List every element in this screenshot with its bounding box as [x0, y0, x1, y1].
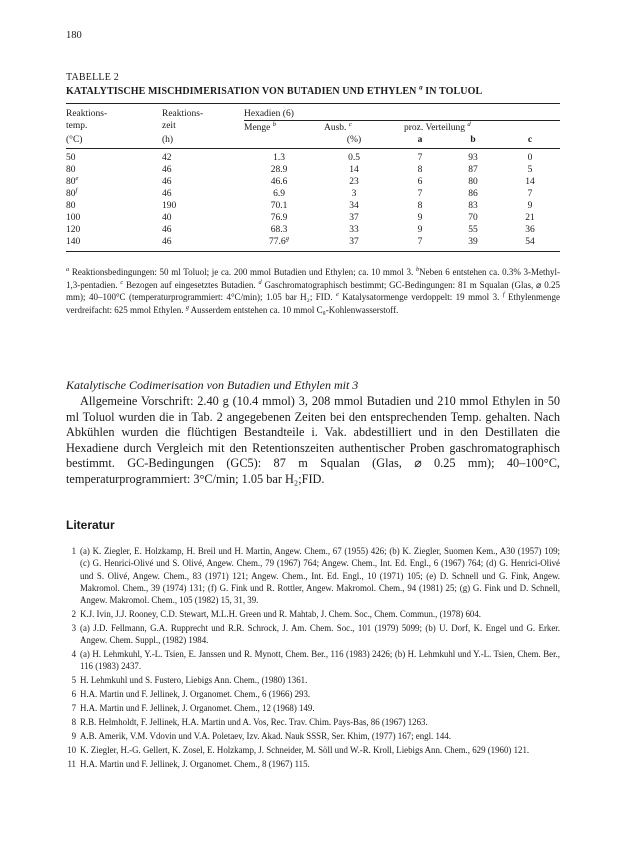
cell-c: 54	[525, 237, 535, 247]
cell-menge: 70.1	[270, 201, 288, 211]
cell-c: 0	[527, 153, 533, 163]
cell-temp-mark: f	[75, 186, 78, 194]
cell-b: 70	[468, 213, 478, 223]
reference-text: (a) H. Lehmkuhl, Y.-L. Tsien, E. Janssen und R. Mynott, Chem. Ber., 116 (1983) 2426; (b) H. Lehmkuhl und Y.-L. Tsien, Chem. Ber., 116 (1983) 2437.	[80, 649, 560, 672]
header-temp-line2: temp.	[66, 121, 88, 131]
reference-number: 7	[71, 703, 76, 714]
reference-number: 6	[71, 689, 76, 700]
reference-number: 2	[71, 609, 76, 620]
cell-c: 21	[525, 213, 535, 223]
table-title-tail: IN TOLUOL	[422, 86, 483, 97]
cell-ausb: 33	[349, 225, 359, 235]
table-label: TABELLE 2	[66, 72, 119, 83]
cell-zeit: 42	[162, 153, 172, 163]
header-ausb-text: Ausb.	[324, 123, 347, 133]
cell-b: 39	[468, 237, 478, 247]
cell-a: 9	[417, 225, 423, 235]
section-body	[66, 394, 560, 487]
cell-a: 8	[417, 165, 423, 175]
reference-item	[66, 744, 560, 756]
cell-menge: 68.3	[270, 225, 288, 235]
header-col-a: a	[417, 135, 423, 145]
reference-number: 9	[71, 730, 76, 741]
table-row	[66, 164, 560, 176]
cell-b: 86	[468, 189, 478, 199]
reference-item	[66, 702, 560, 714]
footnote-g: Ausserdem entstehen ca. 10 mmol C₈-Kohlenwasserstoff.	[190, 304, 399, 315]
cell-ausb: 3	[351, 189, 357, 199]
reference-text: (a) K. Ziegler, E. Holzkamp, H. Breil und H. Martin, Angew. Chem., 67 (1955) 426; (b) K. Ziegler, Suomen Kem., A30 (1957) 109; (c) G. Henrici-Olivé und S. Olivé, Angew. Chem., 79 (1967) 764; Angew. Chem., Int. Ed. Engl., 6 (1967) 764; (d) G. Henrici-Olivé und S. Olivé, Angew. Chem., 83 (1971) 121; Angew. Chem., Int. Ed. Engl., 10 (1971) 105; (e) D. Schnell und G. Fink, Angew. Makromol. Chem., 39 (1974) 131; (f) G. Fink und R. Rottler, Angew. Makromol. Chem., 94 (1981) 25; (g) G. Fink und D. Schnell, Angew. Makromol. Chem., 105 (1982) 15, 31, 39.	[80, 546, 560, 606]
header-zeit-line3: (h)	[162, 135, 174, 145]
table-title-footnote-mark: a	[419, 83, 423, 92]
reference-item	[66, 688, 560, 700]
reference-item	[66, 716, 560, 728]
header-col-b: b	[470, 135, 476, 145]
table-footnotes: $^a$ Reaktionsbedingungen: 50 ml Toluol; je ca. 200 mmol Butadien und Ethylen; ca. 10 mmol 3. $^b$Neben 6 entstehen ca. 0.3% 3-Methyl-1,3-pentadien. $^c$ Bezogen auf eingesetztes Butadien. $^d$ Gaschromatographisch bestimmt; GC-Bedingungen: 81 m Squalan (Glas, ⌀ 0.25 mm); 40–100°C (temperaturprogrammiert: 4°C/min); 1.05 bar H₂; FID. $^e$ Katalysatormenge verdoppelt: 19 mmol 3. $^f$ Ethylenmenge verdreifacht: 625 mmol Ethylen. $^g$ Ausserdem entstehen ca. 10 mmol C₈-Kohlenwasserstoff.	[66, 266, 561, 315]
cell-menge: 1.3	[273, 153, 285, 163]
footnote-a: Reaktionsbedingungen: 50 ml Toluol; je ca. 200 mmol Butadien und Ethylen; ca. 10 mmol 3.	[71, 267, 414, 277]
literatur-heading: Literatur	[66, 518, 115, 532]
header-temp-line1: Reaktions-	[66, 109, 108, 119]
reference-number: 5	[71, 675, 76, 686]
reference-item	[66, 608, 560, 620]
reference-item	[66, 674, 560, 686]
cell-zeit: 40	[162, 213, 172, 223]
reference-text: K.J. Ivin, J.J. Rooney, C.D. Stewart, M.L.H. Green und R. Mahtab, J. Chem. Soc., Chem. Commun., (1978) 604.	[80, 609, 481, 620]
reference-item	[66, 730, 560, 742]
reference-text: A.B. Amerik, V.M. Vdovin und V.A. Poletaev, Izv. Akad. Nauk SSSR, Ser. Khim, (1977) 167; engl. 144.	[80, 730, 452, 741]
cell-c: 36	[525, 225, 535, 235]
section-body-text: Allgemeine Vorschrift: 2.40 g (10.4 mmol) 3, 208 mmol Butadien und 210 mmol Ethylen in 50 ml Toluol wurden die in Tab. 2 angegebenen Zeiten bei den entsprechenden Temp. gehalten. Nach Abkühlen wurden die flüchtigen Bestandteile i. Vak. abdestilliert und in den Destillaten die Hexadiene durch Vergleich mit den Retentionszeiten authentischer Proben gaschromatographisch bestimmt. GC-Bedingungen (GC5): 87 m Squalan (Glas, ⌀ 0.25 mm); 40–100°C, temperaturprogrammiert: 3°C/min; 1.05 bar H₂;FID.	[66, 394, 560, 486]
cell-ausb: 37	[349, 213, 359, 223]
table-row	[66, 152, 560, 164]
cell-temp: 80	[66, 177, 76, 187]
reference-text: H. Lehmkuhl und S. Fustero, Liebigs Ann. Chem., (1980) 1361.	[80, 675, 308, 686]
cell-menge: 76.9	[270, 213, 288, 223]
reference-item	[66, 545, 560, 606]
cell-ausb: 0.5	[348, 153, 360, 163]
cell-c: 5	[527, 165, 533, 175]
cell-b: 87	[468, 165, 478, 175]
cell-a: 6	[417, 177, 423, 187]
cell-ausb: 14	[349, 165, 359, 175]
cell-temp: 80	[66, 189, 76, 199]
reference-number: 4	[71, 649, 76, 660]
reference-list	[66, 545, 560, 772]
reference-text: H.A. Martin und F. Jellinek, J. Organomet. Chem., 8 (1967) 115.	[80, 758, 310, 769]
cell-temp: 80	[66, 165, 76, 175]
reference-item	[66, 622, 560, 647]
cell-menge: 6.9	[273, 189, 285, 199]
header-temp-line3: (°C)	[66, 135, 83, 145]
reference-item	[66, 758, 560, 770]
table-title	[66, 83, 483, 97]
header-ausb-unit: (%)	[346, 135, 362, 145]
header-vert	[404, 122, 471, 134]
page-number: 180	[66, 30, 82, 41]
table-title-text: KATALYTISCHE MISCHDIMERISATION VON BUTADIEN UND ETHYLEN	[66, 86, 417, 97]
cell-menge: 46.6	[270, 177, 288, 187]
footnote-b: Neben 6 entstehen ca. 0.3% 3-Methyl-1,3-pentadien.	[66, 267, 560, 290]
header-group-rule	[244, 120, 560, 121]
cell-zeit: 46	[162, 237, 172, 247]
cell-b: 83	[468, 201, 478, 211]
header-menge-text: Menge	[244, 123, 271, 133]
table-top-rule	[66, 103, 560, 104]
section-title: Katalytische Codimerisation von Butadien und Ethylen mit 3	[66, 378, 359, 392]
table-row	[66, 212, 560, 224]
header-zeit-line1: Reaktions-	[162, 109, 204, 119]
cell-menge: 28.9	[270, 165, 288, 175]
reference-text: R.B. Helmholdt, F. Jellinek, H.A. Martin und A. Vos, Rec. Trav. Chim. Pays-Bas, 86 (1967) 1263.	[80, 717, 428, 728]
cell-zeit: 46	[162, 177, 172, 187]
cell-ausb: 37	[349, 237, 359, 247]
footnote-c: Bezogen auf eingesetztes Butadien.	[125, 279, 256, 290]
reference-number: 11	[67, 758, 76, 769]
header-zeit-line2: zeit	[162, 121, 176, 131]
header-vert-mark: d	[467, 120, 471, 128]
table-row	[66, 176, 560, 188]
cell-temp: 50	[66, 153, 76, 163]
cell-zeit: 46	[162, 165, 172, 175]
cell-b: 55	[468, 225, 478, 235]
table-row	[66, 236, 560, 248]
table-row	[66, 200, 560, 212]
cell-temp: 140	[66, 237, 81, 247]
cell-zeit: 190	[162, 201, 177, 211]
results-table	[66, 108, 560, 252]
cell-a: 9	[417, 213, 423, 223]
cell-temp: 100	[66, 213, 81, 223]
footnote-f: Ethylenmenge verdreifacht: 625 mmol Ethylen.	[66, 292, 561, 315]
cell-zeit: 46	[162, 225, 172, 235]
reference-item	[66, 648, 560, 673]
table-row	[66, 224, 560, 236]
cell-a: 7	[417, 153, 423, 163]
reference-number: 10	[67, 744, 76, 755]
cell-c: 9	[527, 201, 533, 211]
reference-number: 8	[71, 717, 76, 728]
reference-number: 1	[71, 546, 76, 556]
reference-number: 3	[71, 622, 76, 633]
reference-text: H.A. Martin und F. Jellinek, J. Organomet. Chem., 6 (1966) 293.	[80, 689, 311, 700]
footnote-d: Gaschromatographisch bestimmt; GC-Bedingungen: 81 m Squalan (Glas, ⌀ 0.25 mm); 40–100°C (temperaturprogrammiert: 4°C/min); 1.05 bar H₂; FID.	[66, 279, 561, 302]
footnote-e: Katalysatormenge verdoppelt: 19 mmol 3.	[342, 292, 500, 302]
header-ausb	[314, 122, 404, 134]
table-row	[66, 188, 560, 200]
cell-zeit: 46	[162, 189, 172, 199]
header-vert-text: proz. Verteilung	[404, 123, 466, 133]
reference-text: (a) J.D. Fellmann, G.A. Rupprecht und R.R. Schrock, J. Am. Chem. Soc., 101 (1979) 5099; (b) U. Dorf, K. Engel und G. Erker. Angew. Chem. Suppl., (1982) 1984.	[80, 622, 560, 646]
cell-temp: 80	[66, 201, 76, 211]
reference-text: K. Ziegler, H.-G. Gellert, K. Zosel, E. Holzkamp, J. Schneider, M. Söll und W.-R. Kroll, Liebigs Ann. Chem., 629 (1960) 121.	[80, 744, 530, 755]
cell-c: 14	[525, 177, 535, 187]
cell-temp: 120	[66, 225, 81, 235]
cell-a: 7	[417, 189, 423, 199]
header-ausb-mark: c	[348, 120, 352, 128]
header-col-c: c	[527, 135, 533, 145]
cell-a: 8	[417, 201, 423, 211]
cell-a: 7	[417, 237, 423, 247]
cell-menge: 77.6	[269, 237, 286, 247]
reference-text: H.A. Martin und F. Jellinek, J. Organomet. Chem., 12 (1968) 149.	[80, 703, 315, 714]
cell-b: 93	[468, 153, 478, 163]
cell-b: 80	[468, 177, 478, 187]
cell-ausb: 23	[349, 177, 359, 187]
cell-temp-mark: e	[75, 174, 79, 182]
header-menge	[244, 122, 314, 134]
cell-c: 7	[527, 189, 533, 199]
cell-menge-mark: g	[285, 234, 289, 242]
header-menge-mark: b	[272, 120, 277, 128]
cell-ausb: 34	[349, 201, 359, 211]
header-group: Hexadien (6)	[244, 109, 294, 119]
